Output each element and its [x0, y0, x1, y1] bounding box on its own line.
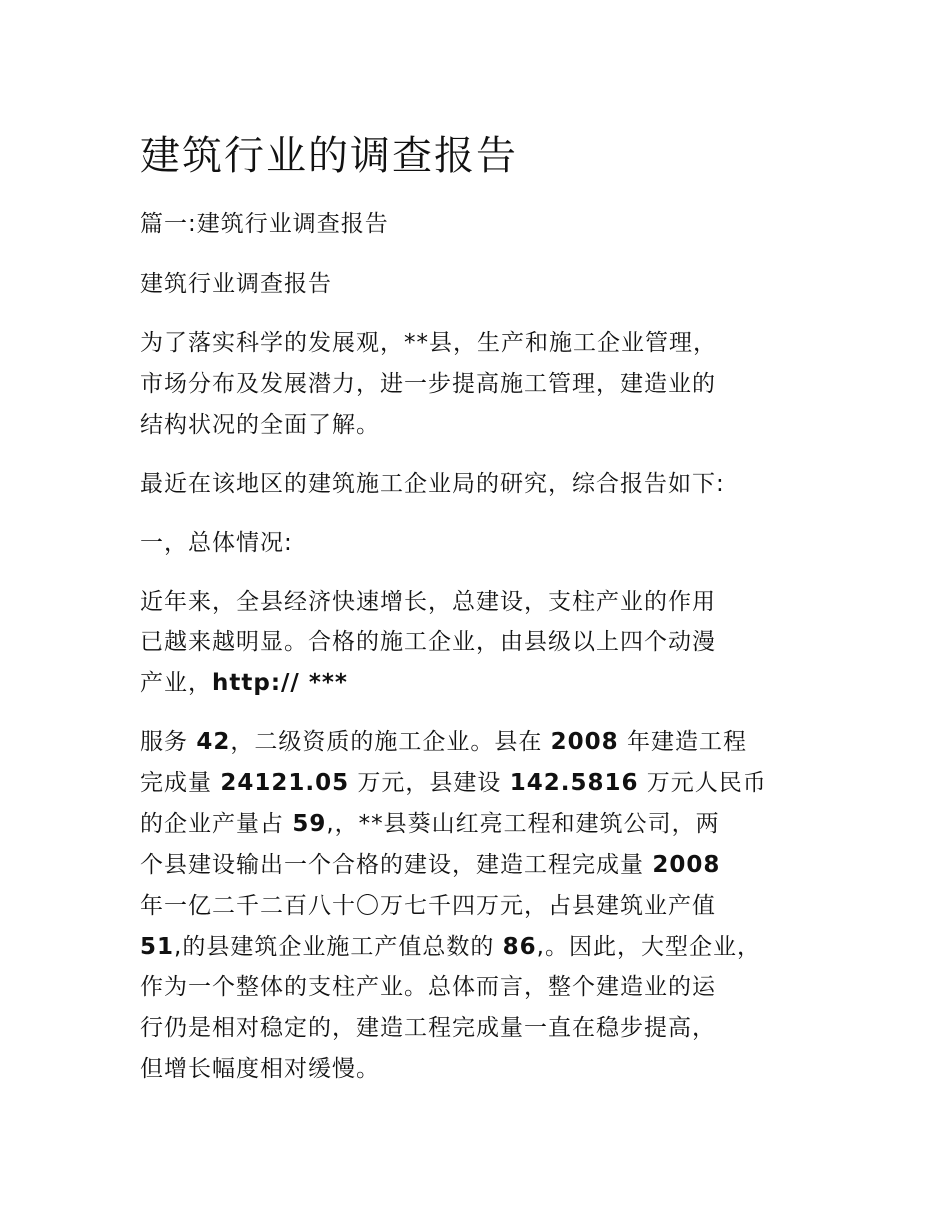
paragraph-line: 为了落实科学的发展观，**县，生产和施工企业管理， — [140, 330, 717, 356]
text-run: 个县建设输出一个合格的建设，建造工程完成量 — [140, 852, 653, 878]
paragraph-line: 已越来越明显。合格的施工企业，由县级以上四个动漫 — [140, 629, 716, 655]
number-text: 142.5816 — [509, 770, 639, 796]
number-text: 59 — [292, 811, 327, 837]
paragraph-line — [140, 804, 720, 844]
paragraph-line — [140, 722, 747, 762]
text-run: ，二级资质的施工企业。县在 — [230, 729, 551, 755]
report-subtitle: 建筑行业调查报告 — [140, 271, 332, 297]
text-run: 服务 — [140, 729, 197, 755]
paragraph-line: 市场分布及发展潜力，进一步提高施工管理，建造业的 — [140, 371, 716, 397]
text-run: ,，**县葵山红亮工程和建筑公司，两 — [326, 811, 720, 837]
number-text: 51 — [140, 934, 175, 960]
text-run: 万元人民币 — [638, 770, 767, 796]
overview-heading: 一，总体情况: — [140, 530, 293, 556]
paragraph-line — [140, 663, 348, 703]
url-text: http:// *** — [212, 670, 348, 696]
section-heading: 篇一:建筑行业调查报告 — [140, 211, 389, 237]
number-text: 2008 — [652, 852, 721, 878]
text-run: ,。因此，大型企业， — [536, 934, 761, 960]
text-run: 年建造工程 — [618, 729, 747, 755]
text-run: 完成量 — [140, 770, 221, 796]
text-run: ,的县建筑企业施工产值总数的 — [174, 934, 503, 960]
paragraph-line — [140, 845, 720, 885]
paragraph-line — [140, 927, 761, 967]
paragraph-line: 最近在该地区的建筑施工企业局的研究，综合报告如下: — [140, 471, 725, 497]
number-text: 42 — [196, 729, 231, 755]
paragraph-line: 作为一个整体的支柱产业。总体而言，整个建造业的运 — [140, 974, 716, 1000]
paragraph-line: 行仍是相对稳定的，建造工程完成量一直在稳步提高， — [140, 1015, 716, 1041]
text-run: 产业， — [140, 670, 212, 696]
number-text: 24121.05 — [220, 770, 350, 796]
number-text: 86 — [502, 934, 537, 960]
paragraph-line: 结构状况的全面了解。 — [140, 412, 380, 438]
paragraph-line: 但增长幅度相对缓慢。 — [140, 1056, 380, 1082]
text-run: 的企业产量占 — [140, 811, 293, 837]
paragraph-line: 近年来，全县经济快速增长，总建设，支柱产业的作用 — [140, 589, 716, 615]
text-run: 万元，县建设 — [349, 770, 510, 796]
number-text: 2008 — [550, 729, 619, 755]
document-title: 建筑行业的调查报告 — [140, 133, 518, 179]
paragraph-line: 年一亿二千二百八十〇万七千四万元，占县建筑业产值 — [140, 893, 716, 919]
paragraph-line — [140, 763, 767, 803]
